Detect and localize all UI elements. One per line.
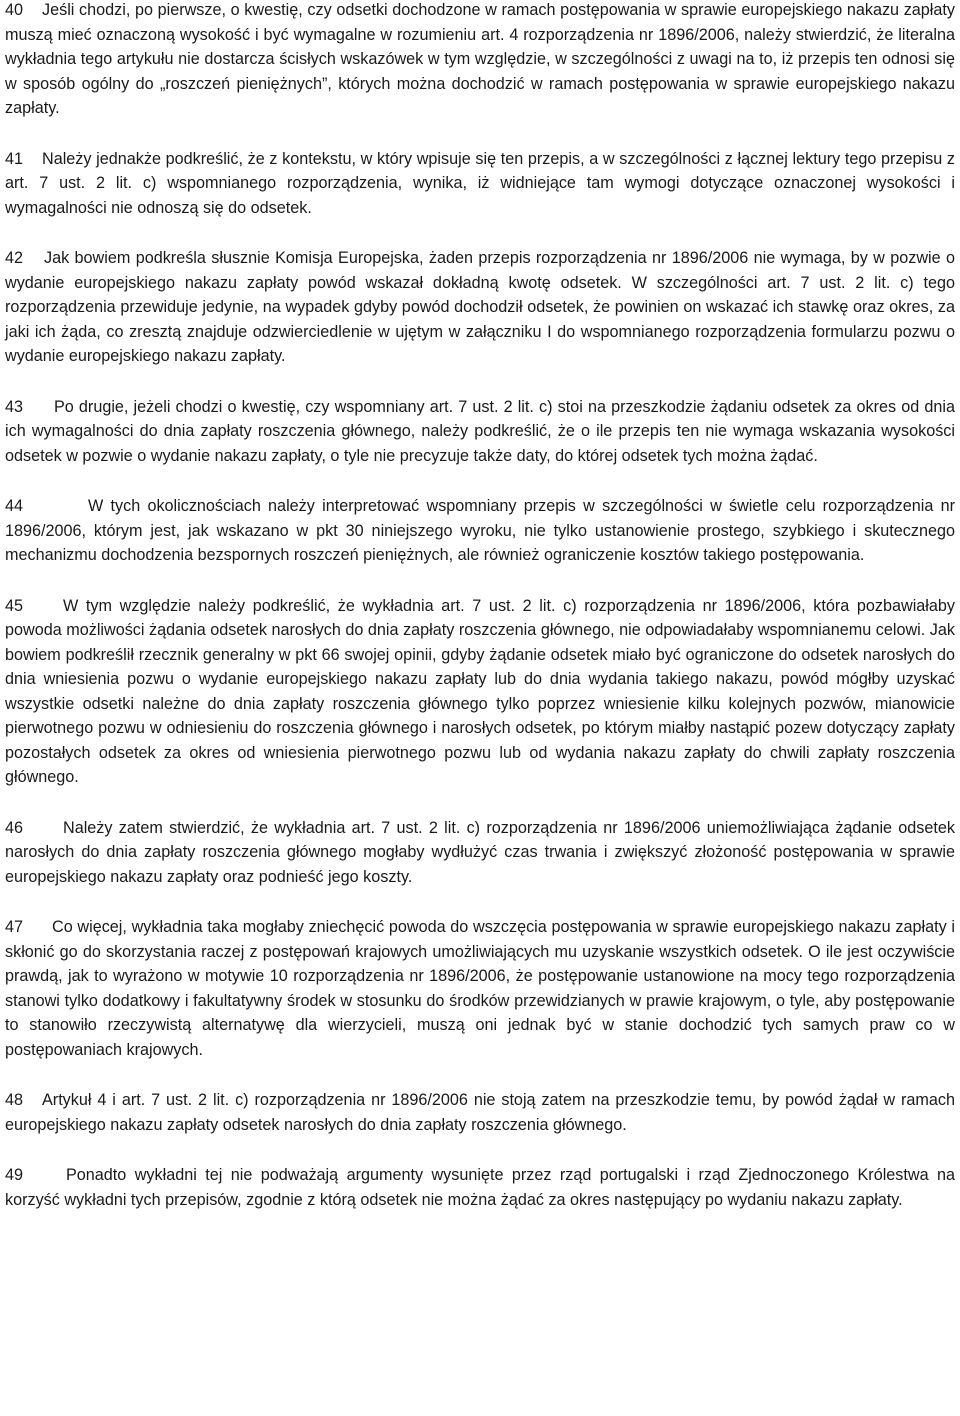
paragraph-number: 46	[5, 818, 24, 837]
paragraph-number: 49	[5, 1166, 24, 1184]
paragraph-text: Należy zatem stwierdzić, że wykładnia art. 7 ust. 2 lit. c) rozporządzenia nr 1896/2006 uniemożliwiająca żądanie odsetek narosłych do dnia zapłaty roszczenia głównego mogłaby wydłużyć czas trwania i zwiększyć złożoność postępowania w sprawie europejskiego nakazu zapłaty oraz podnieść jego koszty.	[5, 818, 955, 886]
paragraph-47	[5, 915, 955, 1062]
paragraph-number: 44	[5, 497, 24, 515]
paragraph-text: Po drugie, jeżeli chodzi o kwestię, czy wspomniany art. 7 ust. 2 lit. c) stoi na przeszkodzie żądaniu odsetek za okres od dnia ich wymagalności do dnia zapłaty roszczenia głównego, należy podkreślić, że o ile przepis ten nie wymaga wskazania wysokości odsetek w pozwie o wydanie nakazu zapłaty, o tyle nie precyzuje także daty, do której odsetek tych można żądać.	[5, 397, 955, 465]
paragraph-44	[5, 494, 955, 568]
paragraph-46	[5, 816, 955, 890]
paragraph-41	[5, 147, 955, 221]
paragraph-text: Ponadto wykładni tej nie podważają argumenty wysunięte przez rząd portugalski i rząd Zjednoczonego Królestwa na korzyść wykładni tych przepisów, zgodnie z którą odsetek nie można żądać za okres następujący po wydaniu nakazu zapłaty.	[5, 1166, 955, 1209]
paragraph-text: Jeśli chodzi, po pierwsze, o kwestię, czy odsetki dochodzone w ramach postępowania w sprawie europejskiego nakazu zapłaty muszą mieć oznaczoną wysokość i być wymagalne w rozumieniu art. 4 rozporządzenia nr 1896/2006, należy stwierdzić, że literalna wykładnia tego artykułu nie dostarcza ścisłych wskazówek w tym względzie, w szczególności z uwagi na to, iż przepis ten odnosi się w sposób ogólny do „roszczeń pieniężnych”, których można dochodzić w ramach postępowania w sprawie europejskiego nakazu zapłaty.	[5, 1, 955, 117]
paragraph-number: 42	[5, 249, 24, 267]
paragraph-number: 47	[5, 918, 24, 936]
paragraph-42	[5, 246, 955, 369]
paragraph-48	[5, 1088, 955, 1137]
paragraph-text: W tym względzie należy podkreślić, że wykładnia art. 7 ust. 2 lit. c) rozporządzenia nr 1896/2006, która pozbawiałaby powoda możliwości żądania odsetek narosłych do dnia zapłaty roszczenia głównego, nie odpowiadałaby wspomnianemu celowi. Jak bowiem podkreślił rzecznik generalny w pkt 66 swojej opinii, gdyby żądanie odsetek miało być ograniczone do odsetek narosłych do dnia wniesienia pozwu o wydanie europejskiego nakazu zapłaty lub do dnia wydania takiego nakazu, powód mógłby uzyskać wszystkie odsetki należne do dnia zapłaty roszczenia głównego tylko poprzez wniesienie kilku kolejnych pozwów, mianowicie pierwotnego pozwu w odniesieniu do roszczenia głównego i narosłych odsetek, po którym miałby nastąpić pozew dotyczący zapłaty pozostałych odsetek za okres od wniesienia pierwotnego pozwu lub od wydania nakazu zapłaty do chwili zapłaty roszczenia głównego.	[5, 596, 955, 786]
paragraph-text: Należy jednakże podkreślić, że z kontekstu, w który wpisuje się ten przepis, a w szczególności z łącznej lektury tego przepisu z art. 7 ust. 2 lit. c) wspomnianego rozporządzenia, wynika, iż widniejące tam wymogi dotyczące oznaczonej wysokości i wymagalności nie odnoszą się do odsetek.	[5, 149, 955, 217]
paragraph-43	[5, 395, 955, 469]
paragraph-number: 48	[5, 1091, 24, 1109]
paragraph-40	[5, 0, 955, 121]
paragraph-text: Jak bowiem podkreśla słusznie Komisja Europejska, żaden przepis rozporządzenia nr 1896/2006 nie wymaga, by w pozwie o wydanie europejskiego nakazu zapłaty powód wskazał dokładną kwotę odsetek. W szczególności art. 7 ust. 2 lit. c) tego rozporządzenia przewiduje jedynie, na wypadek gdyby powód dochodził odsetek, że powinien on wskazać ich stawkę oraz okres, za jaki ich żąda, co zresztą znajduje odzwierciedlenie w ujętym w załączniku I do wspomnianego rozporządzenia formularzu pozwu o wydanie europejskiego nakazu zapłaty.	[5, 249, 955, 365]
paragraph-text: Artykuł 4 i art. 7 ust. 2 lit. c) rozporządzenia nr 1896/2006 nie stoją zatem na przeszkodzie temu, by powód żądał w ramach europejskiego nakazu zapłaty odsetek narosłych do dnia zapłaty roszczenia głównego.	[5, 1091, 955, 1134]
paragraph-number: 45	[5, 596, 24, 615]
paragraph-49	[5, 1163, 955, 1212]
paragraph-number: 40	[5, 1, 24, 19]
paragraph-number: 43	[5, 397, 24, 416]
document-page	[5, 0, 955, 1212]
paragraph-text: W tych okolicznościach należy interpretować wspomniany przepis w szczególności w świetle celu rozporządzenia nr 1896/2006, którym jest, jak wskazano w pkt 30 niniejszego wyroku, nie tylko ustanowienie prostego, szybkiego i skutecznego mechanizmu dochodzenia bezspornych roszczeń pieniężnych, ale również ograniczenie kosztów takiego postępowania.	[5, 497, 955, 564]
paragraph-text: Co więcej, wykładnia taka mogłaby zniechęcić powoda do wszczęcia postępowania w sprawie europejskiego nakazu zapłaty i skłonić go do skorzystania raczej z postępowań krajowych umożliwiających mu uzyskanie wszystkich odsetek. O ile jest oczywiście prawdą, jak to wyrażono w motywie 10 rozporządzenia nr 1896/2006, że postępowanie ustanowione na mocy tego rozporządzenia stanowi tylko dodatkowy i fakultatywny środek w stosunku do środków przewidzianych w prawie krajowym, o tyle, aby postępowanie to stanowiło rzeczywistą alternatywę dla wierzycieli, muszą oni jednak być w stanie dochodzić tych samych praw co w postępowaniach krajowych.	[5, 918, 955, 1059]
paragraph-45	[5, 594, 955, 790]
paragraph-number: 41	[5, 149, 24, 168]
